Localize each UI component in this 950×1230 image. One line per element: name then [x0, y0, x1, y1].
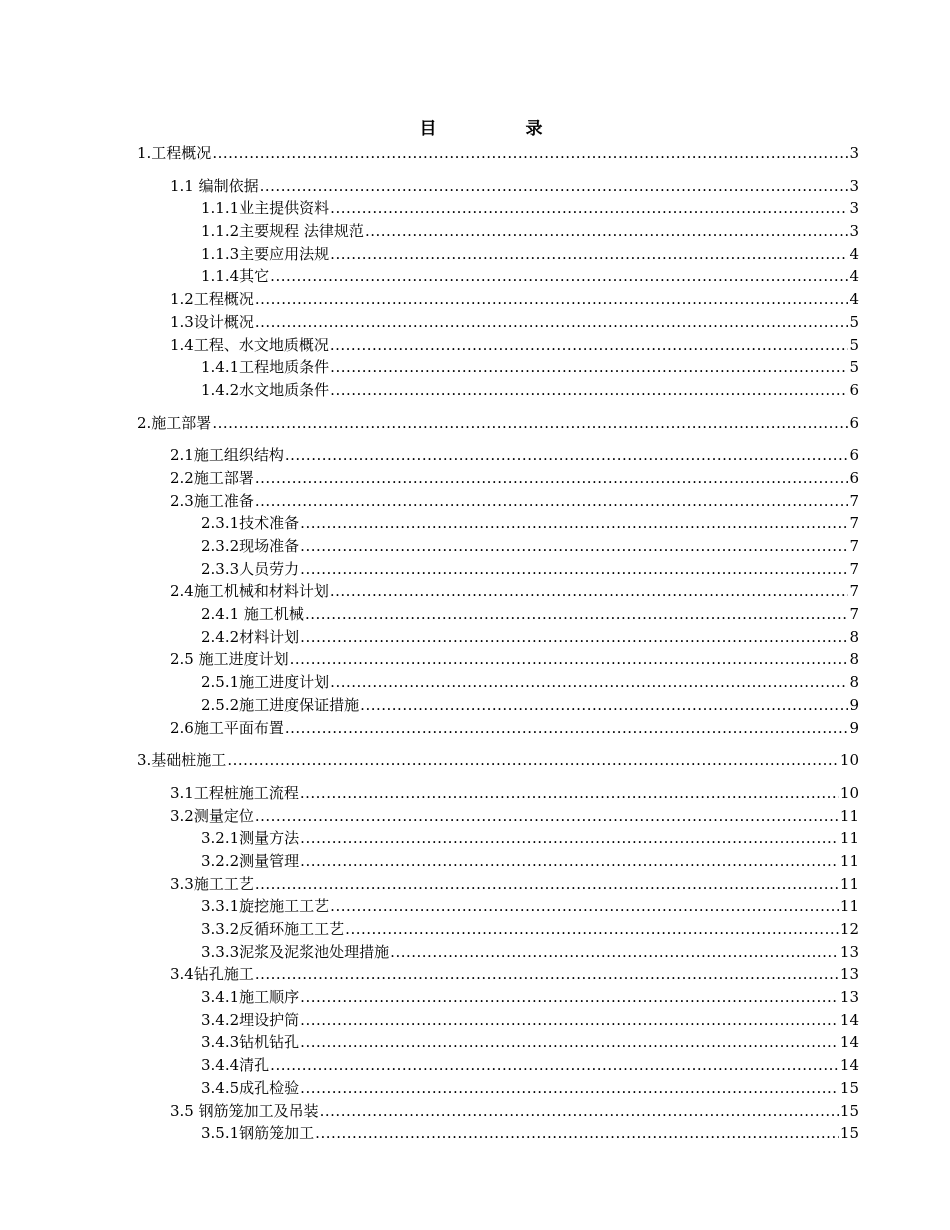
toc-entry[interactable]	[137, 717, 859, 740]
toc-entry-page-number: 14	[839, 1033, 859, 1052]
toc-entry[interactable]	[137, 311, 859, 334]
toc-entry[interactable]	[137, 467, 859, 490]
toc-entry-label: 3.3施工工艺	[170, 874, 254, 893]
toc-entry-label: 3.5 钢筋笼加工及吊装	[170, 1101, 319, 1120]
toc-entry-page-number: 13	[839, 988, 859, 1007]
toc-dot-leader	[365, 220, 849, 243]
toc-entry-label: 2.4.2材料计划	[201, 627, 300, 646]
toc-entry[interactable]	[137, 512, 859, 535]
toc-entry-page-number: 10	[839, 751, 859, 770]
toc-entry-label: 2.1施工组织结构	[170, 446, 284, 465]
toc-entry-label: 3.4钻孔施工	[170, 965, 254, 984]
toc-entry[interactable]	[137, 175, 859, 198]
toc-dot-leader	[300, 850, 839, 873]
toc-dot-leader	[260, 175, 849, 198]
toc-dot-leader	[255, 805, 839, 828]
toc-entry-page-number: 14	[839, 1056, 859, 1075]
toc-entry-page-number: 7	[849, 514, 859, 533]
toc-entry-page-number: 7	[849, 537, 859, 555]
toc-entry-page-number: 15	[839, 1078, 859, 1097]
toc-entry-label: 1.4.2水文地质条件	[201, 380, 330, 399]
toc-entry-page-number: 5	[849, 358, 859, 377]
toc-entry[interactable]	[137, 535, 859, 558]
toc-entry[interactable]	[137, 986, 859, 1009]
toc-dot-leader	[227, 749, 839, 772]
toc-dot-leader	[255, 288, 849, 311]
toc-entry[interactable]	[137, 288, 859, 311]
toc-dot-leader	[330, 243, 848, 266]
toc-entry-page-number: 7	[849, 605, 859, 624]
toc-entry[interactable]	[137, 580, 859, 603]
toc-entry[interactable]	[137, 142, 859, 165]
toc-entry[interactable]	[137, 603, 859, 626]
toc-dot-leader	[285, 717, 849, 740]
toc-dot-leader	[255, 490, 849, 513]
toc-entry[interactable]	[137, 1100, 859, 1123]
toc-entry-label: 3.4.1施工顺序	[201, 988, 300, 1007]
toc-entry[interactable]	[137, 805, 859, 828]
toc-dot-leader	[330, 356, 848, 379]
toc-entry[interactable]	[137, 626, 859, 649]
toc-entry-page-number: 13	[839, 942, 859, 961]
toc-dot-leader	[212, 142, 848, 165]
toc-entry-page-number: 7	[849, 491, 859, 510]
toc-entry[interactable]	[137, 782, 859, 805]
toc-dot-leader	[290, 648, 849, 671]
toc-entry-label: 3.3.2反循环施工工艺	[201, 920, 345, 938]
toc-entry-label: 3.4.2埋设护筒	[201, 1010, 300, 1029]
toc-entry[interactable]	[137, 873, 859, 896]
toc-entry[interactable]	[137, 895, 859, 918]
toc-dot-leader	[300, 512, 848, 535]
toc-dot-leader	[300, 535, 848, 558]
toc-entry[interactable]	[137, 648, 859, 671]
toc-entry-label: 3.5.1钢筋笼加工	[201, 1124, 315, 1143]
toc-entry-label: 2.5.2施工进度保证措施	[201, 695, 360, 714]
toc-title: 目 录	[419, 119, 579, 139]
toc-entry-label: 2.2施工部署	[170, 468, 254, 487]
toc-entry-page-number: 6	[849, 413, 859, 432]
toc-entry[interactable]	[137, 1031, 859, 1054]
toc-entry-page-number: 3	[849, 222, 859, 241]
toc-entry-page-number: 15	[839, 1101, 859, 1120]
toc-entry-label: 1.4.1工程地质条件	[201, 358, 330, 377]
toc-entry[interactable]	[137, 1009, 859, 1032]
toc-entry-page-number: 7	[849, 559, 859, 578]
toc-entry[interactable]	[137, 197, 859, 220]
toc-entry-label: 2.3.3人员劳力	[201, 559, 300, 578]
toc-entry[interactable]	[137, 243, 859, 266]
toc-entry-page-number: 11	[839, 897, 859, 916]
toc-dot-leader	[255, 311, 849, 334]
toc-entry-label: 3.4.5成孔检验	[201, 1078, 300, 1097]
toc-entry-label: 2.施工部署	[137, 413, 212, 432]
toc-entry[interactable]	[137, 694, 859, 717]
toc-entry[interactable]	[137, 850, 859, 873]
toc-dot-leader	[330, 379, 848, 402]
toc-entry[interactable]	[137, 412, 859, 435]
toc-entry[interactable]	[137, 444, 859, 467]
toc-entry-page-number: 6	[849, 446, 859, 465]
toc-entry-label: 2.5.1施工进度计划	[201, 673, 330, 692]
toc-entry-label: 3.基础桩施工	[137, 751, 227, 770]
toc-entry-page-number: 13	[839, 965, 859, 984]
toc-entry[interactable]	[137, 1122, 859, 1145]
toc-entry-label: 3.2.2测量管理	[201, 851, 300, 870]
toc-dot-leader	[300, 626, 848, 649]
toc-dot-leader	[300, 782, 839, 805]
toc-dot-leader	[285, 444, 849, 467]
toc-entry-page-number: 3	[849, 176, 859, 195]
toc-entry-page-number: 11	[839, 806, 859, 825]
toc-entry-page-number: 11	[839, 874, 859, 893]
toc-entry[interactable]	[137, 220, 859, 243]
toc-entry[interactable]	[137, 963, 859, 986]
toc-dot-leader	[270, 1054, 839, 1077]
toc-entry-page-number: 14	[839, 1010, 859, 1029]
toc-dot-leader	[345, 918, 839, 941]
toc-entry-label: 2.4.1 施工机械	[201, 605, 304, 624]
toc-entry-label: 3.4.4清孔	[201, 1056, 270, 1075]
toc-entry-page-number: 9	[849, 718, 859, 737]
toc-dot-leader	[330, 671, 848, 694]
toc-entry[interactable]	[137, 918, 859, 941]
toc-entry-label: 1.4工程、水文地质概况	[170, 335, 329, 354]
toc-entry-label: 2.6施工平面布置	[170, 718, 284, 737]
toc-entry-label: 2.3.2现场准备	[201, 537, 300, 555]
toc-entry-label: 1.工程概况	[137, 144, 212, 162]
toc-entry-page-number: 4	[849, 244, 859, 263]
toc-entry-label: 3.3.1旋挖施工工艺	[201, 897, 330, 916]
toc-entry[interactable]	[137, 1054, 859, 1077]
toc-dot-leader	[212, 412, 848, 435]
toc-entry[interactable]	[137, 379, 859, 402]
toc-entry-label: 3.2.1测量方法	[201, 829, 300, 848]
toc-dot-leader	[255, 963, 839, 986]
toc-dot-leader	[255, 467, 849, 490]
toc-dot-leader	[300, 827, 839, 850]
toc-entry[interactable]	[137, 941, 859, 964]
toc-entry[interactable]	[137, 490, 859, 513]
toc-entry-page-number: 6	[849, 380, 859, 399]
toc-entry-page-number: 4	[849, 290, 859, 309]
toc-list	[137, 142, 859, 1145]
toc-entry-page-number: 8	[849, 627, 859, 646]
toc-entry-label: 1.1.2主要规程 法律规范	[201, 222, 364, 241]
toc-entry-label: 1.2工程概况	[170, 290, 254, 309]
toc-dot-leader	[330, 895, 839, 918]
toc-dot-leader	[300, 986, 839, 1009]
toc-entry-page-number: 6	[849, 468, 859, 487]
toc-dot-leader	[300, 1031, 839, 1054]
toc-entry-page-number: 8	[849, 650, 859, 669]
toc-dot-leader	[300, 1009, 839, 1032]
toc-entry[interactable]	[137, 334, 859, 357]
toc-dot-leader	[305, 603, 849, 626]
toc-entry-label: 1.1.4其它	[201, 267, 270, 286]
toc-dot-leader	[390, 941, 839, 964]
toc-entry[interactable]	[137, 749, 859, 772]
toc-entry-label: 1.1.1业主提供资料	[201, 199, 330, 218]
toc-entry[interactable]	[137, 827, 859, 850]
toc-dot-leader	[320, 1100, 839, 1123]
toc-entry-label: 3.4.3钻机钻孔	[201, 1033, 300, 1052]
toc-dot-leader	[300, 558, 848, 581]
toc-entry-page-number: 9	[849, 695, 859, 714]
toc-entry-label: 2.4施工机械和材料计划	[170, 582, 329, 601]
toc-entry-page-number: 7	[849, 582, 859, 601]
toc-entry-label: 2.5 施工进度计划	[170, 650, 289, 669]
toc-entry-label: 1.1 编制依据	[170, 176, 259, 195]
toc-entry-label: 1.1.3主要应用法规	[201, 244, 330, 263]
toc-entry-page-number: 5	[849, 312, 859, 331]
toc-entry-page-number: 4	[849, 267, 859, 286]
toc-entry-page-number: 8	[849, 673, 859, 692]
toc-entry-label: 3.1工程桩施工流程	[170, 783, 299, 802]
toc-entry[interactable]	[137, 1077, 859, 1100]
toc-entry-label: 3.2测量定位	[170, 806, 254, 825]
toc-dot-leader	[330, 197, 848, 220]
toc-entry-label: 1.3设计概况	[170, 312, 254, 331]
toc-entry-label: 2.3施工准备	[170, 491, 254, 510]
toc-dot-leader	[330, 580, 849, 603]
toc-entry[interactable]	[137, 558, 859, 581]
toc-entry[interactable]	[137, 265, 859, 288]
toc-entry[interactable]	[137, 671, 859, 694]
toc-dot-leader	[300, 1077, 839, 1100]
toc-dot-leader	[255, 873, 839, 896]
toc-dot-leader	[360, 694, 848, 717]
toc-dot-leader	[315, 1122, 839, 1145]
toc-entry-page-number: 11	[839, 851, 859, 870]
toc-entry-page-number: 11	[839, 829, 859, 848]
toc-entry-label: 2.3.1技术准备	[201, 514, 300, 533]
toc-dot-leader	[330, 334, 849, 357]
toc-entry-page-number: 10	[839, 783, 859, 802]
toc-entry-page-number: 5	[849, 335, 859, 354]
toc-entry-page-number: 12	[839, 920, 859, 938]
toc-entry-page-number: 15	[839, 1124, 859, 1143]
toc-entry[interactable]	[137, 356, 859, 379]
toc-dot-leader	[270, 265, 848, 288]
toc-entry-page-number: 3	[849, 199, 859, 218]
toc-entry-page-number: 3	[849, 144, 859, 162]
toc-entry-label: 3.3.3泥浆及泥浆池处理措施	[201, 942, 390, 961]
